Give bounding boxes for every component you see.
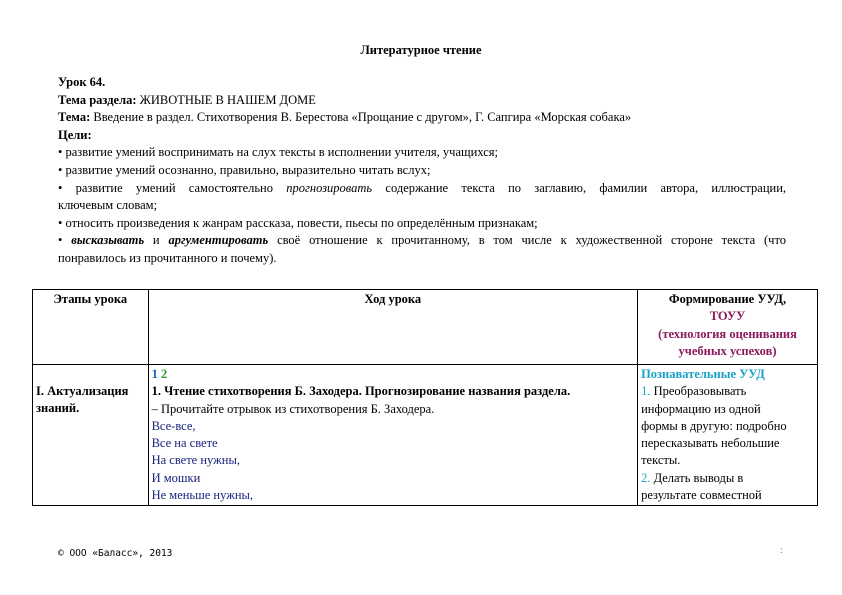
section-label: Тема раздела: [58, 92, 137, 107]
marker-line [152, 366, 634, 383]
goal-5-emphasis-2: аргументировать [168, 233, 269, 248]
header-uud-line3: (технология оценивания [658, 326, 797, 341]
table-row [33, 365, 818, 506]
goal-5-emphasis-1: высказывать [71, 233, 145, 248]
header-uud-line2: ТОУУ [709, 309, 746, 324]
activity-title: 1. Чтение стихотворения Б. Заходера. Прогнозирование названия раздела. [151, 384, 571, 399]
header-uud-line4: учебных успехов) [678, 343, 777, 358]
uud-item-2 [641, 470, 814, 487]
uud-item-1-line: пересказывать небольшие [641, 436, 780, 451]
poem-line: Все-все, [151, 418, 196, 433]
goal-2: • развитие умений осознанно, правильно, выразительно читать вслух; [58, 162, 431, 177]
page-title: Литературное чтение [360, 43, 482, 57]
goal-3-line1 [58, 180, 786, 198]
uud-item-1 [641, 383, 814, 400]
uud-cell [638, 365, 818, 506]
lesson-number: Урок 64. [58, 75, 106, 89]
uud-item-1-line: информацию из одной [641, 401, 761, 416]
header-lesson-flow: Ход урока [148, 290, 637, 365]
topic-line [58, 109, 786, 127]
poem-line: Все на свете [151, 436, 218, 451]
uud-title: Познавательные УУД [641, 367, 765, 381]
poem-line: На свете нужны, [151, 453, 240, 468]
goal-3-line2: ключевым словам; [58, 198, 158, 213]
header-uud-line1: Формирование УУД, [668, 292, 787, 306]
uud-item-2-number: 2. [641, 470, 651, 485]
goal-5-bullet: • [58, 233, 63, 248]
copyright-footer: © ООО «Баласс», 2013 [58, 548, 173, 559]
marker-2: 2 [160, 367, 168, 381]
uud-item-1-number: 1. [641, 384, 651, 399]
goal-3-emphasis: прогнозировать [286, 180, 373, 195]
uud-item-2-line: Делать выводы в [653, 470, 744, 485]
stage-line2: знаний. [36, 401, 80, 416]
uud-item-1-line: тексты. [641, 453, 681, 468]
uud-item-1-line: Преобразовывать [653, 384, 747, 399]
poem-line: Не меньше нужны, [151, 488, 254, 503]
stage-cell [33, 365, 149, 506]
lesson-table [32, 289, 818, 506]
goals-label: Цели: [58, 127, 92, 142]
topic-value: Введение в раздел. Стихотворения В. Берестова «Прощание с другом», Г. Сапгира «Морская собака» [93, 110, 632, 125]
goal-4: • относить произведения к жанрам рассказа, повести, пьесы по определённым признакам; [58, 215, 538, 230]
lesson-header [58, 74, 786, 268]
uud-item-1-line: формы в другую: подробно [641, 418, 787, 433]
goal-3-pre: • развитие умений самостоятельно [58, 180, 273, 195]
goal-3-post: содержание текста по заглавию, фамилии автора, иллюстрации, [385, 180, 787, 195]
page-mark: : [780, 545, 783, 556]
goal-1: • развитие умений воспринимать на слух тексты в исполнении учителя, учащихся; [58, 145, 498, 160]
marker-1: 1 [151, 367, 158, 381]
table-header-row [33, 290, 818, 365]
header-uud [638, 290, 818, 365]
activity-instruction: – Прочитайте отрывок из стихотворения Б. Заходера. [151, 401, 435, 416]
goal-5-and: и [152, 233, 160, 248]
section-line [58, 92, 786, 110]
goal-5-rest: своё отношение к прочитанному, в том числе к художественной стороне текста (что [277, 233, 786, 248]
goal-5-line1 [58, 232, 786, 250]
topic-label: Тема: [58, 110, 91, 125]
poem-line: И мошки [151, 470, 201, 485]
goal-5-line2: понравилось из прочитанного и почему). [58, 250, 277, 265]
stage-line1: I. Актуализация [36, 384, 129, 398]
uud-item-2-line: результате совместной [641, 488, 762, 503]
section-value: ЖИВОТНЫЕ В НАШЕМ ДОМЕ [139, 92, 316, 107]
activity-cell [148, 365, 637, 506]
header-stages: Этапы урока [33, 290, 149, 365]
